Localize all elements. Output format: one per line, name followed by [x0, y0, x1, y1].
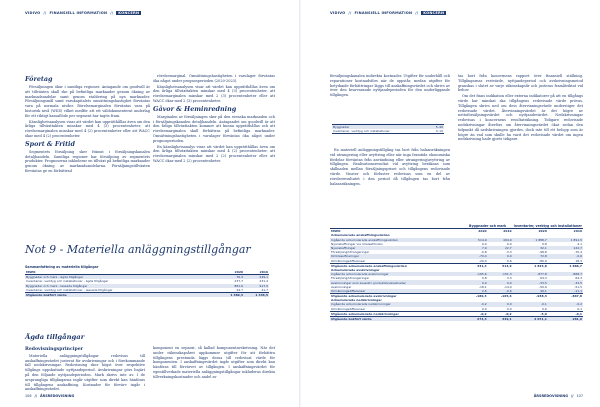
paragraph: En känslighetsanalys visar att värdet kan upprätthållas även om den årliga tillväxttakten minskar med 4 (2) procentenheter, att rörelsemarginalen minskar med 2 (2) procentenheter eller att WACC ökar med 2 (2) procentenheter.	[153, 144, 275, 163]
row-value: -80,9	[539, 258, 547, 263]
asset-movement-table	[330, 224, 583, 321]
header-brand: VIDIVO	[330, 11, 346, 15]
row-value: 0,6	[542, 306, 547, 311]
row-label: Utgående bokfört värde	[25, 292, 219, 297]
row-value: 3,3	[506, 276, 512, 281]
right-column-2	[458, 74, 583, 143]
summary-header-label: MSEK	[26, 270, 36, 275]
row-value: 1 888,7	[513, 238, 548, 242]
table-row-total	[25, 292, 269, 297]
row-value: 3–10	[435, 129, 443, 134]
row-value: 494,9	[488, 238, 513, 242]
row-value: -11,1	[548, 289, 583, 294]
row-value: 1 436,5	[244, 292, 269, 297]
row-label: Utgående ackumulerade nedskrivningar	[330, 311, 463, 316]
row-label: Omklassificeringar	[330, 254, 463, 258]
row-value: 231,4	[259, 279, 268, 284]
row-value: -3,3	[505, 250, 512, 255]
lower-column-1	[25, 346, 145, 392]
year-header: 2020	[463, 229, 488, 234]
row-value: 44,7	[236, 287, 243, 292]
paragraph: En materiell anläggningstillgång tas bort från balansräkningen vid utrangering eller avyttring eller när inga framtida ekonomiska fördelar förväntas från användning eller utrangering/avyttring av tillgången. Realisationsresultat vid avyttring beräknas som skillnaden mellan försäljningspriset och tillgångens redovisade värde. Vinster och förluster redovisas som en del av rörelseresultatet i den period då tillgången tas bort från balansräkningen.	[330, 148, 450, 186]
note-title: Not 9 - Materiella anläggningstillgångar	[25, 243, 251, 256]
row-label: Utgående ackumulerade avskrivningar	[330, 294, 463, 299]
row-value: 0,1	[577, 306, 582, 311]
row-value: -151,3	[488, 272, 513, 276]
right-column-1-lower	[330, 148, 450, 187]
row-value: -938,3	[513, 294, 548, 299]
row-value: -33,5	[513, 280, 548, 284]
left-footer: 106 // ÅRSREDOVISNING	[25, 394, 75, 398]
row-value: 274,3	[463, 316, 488, 321]
paragraph: rörelsemarginal. Omsättningshastigheten i varulager förväntas öka något under prognosperioden (2020-2023).	[153, 74, 275, 83]
row-label: Nyanskaffningar via rörelseförvärv	[331, 241, 383, 246]
header-tag: KONCERN	[118, 11, 140, 15]
row-value: 1 888,7	[548, 263, 583, 268]
header-brand: VIDIVO	[25, 11, 41, 15]
row-value: -50,9	[539, 284, 547, 289]
left-column-1	[25, 74, 150, 175]
row-value: 514,9	[463, 238, 488, 242]
summary-table-title: Sammanfattning av materiella tillgångar	[25, 265, 99, 269]
paragraph: komponent en separat, så kallad komponentavskrivning. När det under räkenskapsåret uppkommer utgifter för att förbättra tillgångens prestanda läggs dessa till redovisat värde för komponenten. I anskaffningsvärdet ingår utgifter som direkt kan hänföras till förvärvet av tillgången. I anskaffningsvärdet för egentillverkade materiella anläggningstillgångar inkluderas direkta tillverkningskostnader och andel av	[153, 346, 275, 379]
header-tag: KONCERN	[423, 11, 445, 15]
year-header: 2019	[548, 229, 583, 234]
row-label: Ingående ackumulerade nedskrivningar	[330, 302, 463, 306]
paragraph: Känslighetsanalysen visar att värdet kan upprätthållas även om den årliga tillväxttakten minskar med 4 (3) procentenheter, att rörelsemarginalen minskar med 2 (3) procentenheter eller att WACC ökar med 2 (3) procentenheter.	[153, 84, 275, 103]
group-header-equipment: Inventarier, verktyg och installationer	[513, 224, 582, 229]
heading-sport-fritid: Sport & Fritid	[25, 139, 75, 148]
header-section: FINANSIELL INFORMATION	[49, 11, 108, 15]
row-label: Byggnader	[332, 125, 419, 130]
year-header: 2020	[513, 229, 548, 234]
row-value: -0,6	[488, 289, 513, 294]
row-value: -877,8	[513, 272, 548, 276]
row-label: Inventarier, verktyg och installationer - ägda tillgångar	[26, 279, 109, 284]
row-label: Avskrivningar som avsedd i produktionskostnader	[330, 280, 463, 284]
row-label: Ackumulerade avskrivningar	[331, 267, 380, 272]
row-value: -180,3	[463, 294, 488, 299]
row-value: 0,8	[481, 276, 487, 281]
row-value: 431,4	[463, 263, 488, 268]
row-label: Försäljning/Utrangeringar	[331, 276, 370, 281]
row-value: 249,1	[244, 275, 269, 280]
row-value: 917,0	[244, 284, 269, 288]
row-label: Byggnader och mark - leasade tillgångar	[25, 284, 219, 288]
row-value: -0,6	[548, 254, 583, 258]
row-value: -33,5	[548, 280, 583, 284]
row-value: 1 891,5	[548, 238, 583, 242]
right-page-header: VIDIVO // FINANSIELL INFORMATION // KONCERN	[330, 11, 445, 15]
row-value: 237,7	[234, 279, 243, 284]
heading-foretag: Företag	[25, 75, 53, 83]
row-value: 0,0	[506, 241, 512, 246]
row-value: -14,0	[503, 284, 512, 289]
left-page-header: VIDIVO // FINANSIELL INFORMATION // KONCERN	[25, 11, 140, 15]
row-label: Ackumulerade anskaffningsvärden	[331, 233, 390, 238]
row-value: 2,6	[463, 289, 488, 294]
row-value: -0,1	[513, 302, 548, 306]
paragraph: Marginalen av försäljningen sker på den svenska marknaden och i försäljningskanalen detaljhandeln. Antagandet om goodwill är att den årliga tillväxttakten kommer att kunna upprätthållas och att rörelsemarginalen skall förbättras på befintliga marknader. Omsättningshastigheten i varulager förväntas öka något under prognosperioden.	[153, 114, 275, 143]
row-label: Ackumulerade nedskrivningar	[331, 298, 382, 303]
left-column-2	[153, 74, 275, 165]
right-column-1	[330, 74, 450, 99]
group-header-buildings: Byggnader och mark	[469, 224, 507, 229]
row-value: 0,0	[488, 254, 513, 258]
table-row	[332, 129, 444, 134]
unit-label: MSEK	[330, 229, 463, 234]
paragraph: tas bort från koncernens rapport över finansiell ställning. Tillgångarnas restvärde, nyttjandeperiod och avskrivningsmetod granskas i slutet av varje räkenskapsår och justeras framåtriktat vid behov.	[458, 74, 583, 93]
paragraph: Om det finns indikation eller externa indikatorer på att en tillgångs värde har minskat ska tillgångens redovisade värde prövas. Tillgången skrivs ned om dess återvinningsvärde understiger det redovisade värdet. Återvinningsvärdet är det högre av nettoförsäljningsvärdet och nyttjandevärdet. Nedskrivningar redovisas i koncernens resultaträkning. Tidigare redovisade nedskrivningar återförs om återvinningsvärdet ökat sedan den tidpunkt då nedskrivningen gjordes, dock inte till ett belopp som är högre än vad som skulle ha varit det redovisade värdet om ingen nedskrivning hade gjorts tidigare.	[458, 94, 583, 142]
heading-gavor: Gävor & Heminredning	[153, 104, 237, 113]
row-value: 5–40	[419, 125, 444, 130]
row-value: 1 815,8	[513, 263, 548, 268]
paragraph: Materiella anläggningstillgångar redovisas till anskaffningsvärdet justerat för avskrivningar och i förekommande fall nedskrivningar. Redovisning sker högst över respektive tillgångs uppskattade nyttjandeperiod. Avskrivningar görs linjärt på den följande nyttjandeperioden. Mark skrivs inte av. I de ursprungliga tillgångarna ingår utgifter som direkt kan hänföras till tillgångens anskaffning. Kostnader för förvärv ingår i anskaffningsvärdet.	[25, 353, 145, 392]
year-header: 2019	[488, 229, 513, 234]
useful-life-table	[332, 124, 444, 134]
row-value: -70,4	[463, 254, 488, 258]
header-section: FINANSIELL INFORMATION	[354, 11, 413, 15]
row-label: Inventarier, verktyg och installationer	[333, 129, 390, 134]
row-value: 18,3	[575, 258, 582, 263]
row-label: Byggnader och mark - ägda tillgångar	[25, 275, 219, 280]
subtitle-agda: Ägda tillgångar	[25, 333, 85, 341]
row-value: 0,0	[481, 241, 487, 246]
row-value: -867,8	[548, 294, 583, 299]
row-label: Omräkningsdifferenser	[330, 289, 463, 294]
page-gutter	[299, 0, 301, 407]
row-value: 72,8	[513, 254, 548, 258]
row-value: -0,8	[480, 250, 487, 255]
row-value: 0,8	[542, 241, 547, 246]
summary-header-2019: 2019	[259, 270, 268, 275]
row-value: 281,9	[548, 316, 583, 321]
row-value: 0,0	[481, 306, 487, 311]
right-footer: ÅRSREDOVISNING // 107	[533, 394, 583, 398]
row-value: -868,7	[548, 272, 583, 276]
row-value: -70,4	[574, 250, 582, 255]
row-label: Omräkningsdifferenser	[331, 258, 366, 263]
summary-table	[25, 265, 269, 297]
row-value: 0,0	[488, 302, 513, 306]
row-value: 64,3	[540, 276, 547, 281]
row-value: -20,4	[478, 258, 487, 263]
row-label: Ingående ackumulerade anskaffningsvärden	[330, 238, 463, 242]
row-value: -165,6	[488, 294, 513, 299]
row-value: -51,5	[574, 284, 582, 289]
row-label: Utgående bokfört värde	[330, 316, 463, 321]
paragraph: Segmentets försäljning sker främst i försäljningskanalen detaljhandeln. Samtliga regioner har försäljning av segmentets produkter. Prognoserna inkluderar en tillväxt på befintliga marknader genom ökning av marknadsandelarna. Försäljningstillväxten förväntas ge en förbättrad	[25, 149, 150, 173]
row-value: 49,1	[513, 289, 548, 294]
row-label: Utgående ackumulerade anskaffningsvärden	[330, 263, 463, 268]
row-value: 76,3	[219, 275, 244, 280]
row-value: 0,0	[488, 280, 513, 284]
row-value: -0,2	[463, 302, 488, 306]
row-value: 0,6	[506, 258, 512, 263]
row-label: Omräkningsdifferenser	[331, 306, 366, 311]
row-value: -0,1	[548, 311, 583, 316]
page-number: 107	[576, 394, 583, 398]
row-value: -5,0	[513, 311, 548, 316]
heading-redovisningsprinciper: Redovisningsprinciper	[25, 347, 84, 352]
footer-brand: ÅRSREDOVISNING	[533, 394, 569, 398]
paragraph: Försäljningen ökar i samtliga regioner. Antagande om goodwill är att tillväxten skall ske på befintliga marknader genom ökning av marknadsandelar samt genom etablering på nya marknader. Försäljningsmål samt varukapitalets omsättningshastighet förväntas vara på normala nivåer. Rörelsemarginalen förväntas vara på historisk nivå (WIIS) vilket medför att ett väldokumenterat underlag för ett riktigt kassaflöde per segment har tagits fram.	[25, 85, 150, 118]
row-label: Nyanskaffningar	[330, 246, 463, 250]
row-label: Ingående ackumulerade avskrivningar	[330, 272, 463, 276]
row-value: 7,9	[463, 246, 488, 250]
row-value: 514,9	[488, 263, 513, 268]
summary-header-2020: 2020	[234, 270, 243, 275]
row-value: -165,6	[463, 272, 488, 276]
row-value: 22,7	[488, 246, 513, 250]
page-number: 106	[25, 394, 32, 398]
footer-brand: ÅRSREDOVISNING	[39, 394, 75, 398]
row-value: 349,1	[488, 316, 513, 321]
row-value: -0,2	[548, 302, 583, 306]
row-value: -0,2	[488, 311, 513, 316]
row-value: -98,8	[539, 250, 547, 255]
row-value: 32,1	[513, 246, 548, 250]
row-label: Inventarier, verktyg och installationer - leasade tillgångar	[26, 287, 113, 292]
paragraph: försäljningskanalen indirekta kostnader. Utgifter för underhåll och reparationer kostnadsförs när de uppstår, medan utgifter för betydande förbättringar läggs till anskaffningsvärdet och skrivs av över den kvarvarande nyttjandeperioden för den underliggande tillgången.	[330, 74, 450, 98]
row-value: 41,7	[261, 287, 268, 292]
row-value: 1 389,3	[219, 292, 244, 297]
row-value: 881,6	[219, 284, 244, 288]
row-value: 0,0	[506, 306, 512, 311]
paragraph: Känslighetsanalysen visar att värdet kan upprätthållas även om den årliga tillväxttakten minskar med 4 (3) procentenheter, att rörelsemarginalen minskar med 4 (2) procentenheter eller att WACC ökar med 4 (2) procentenheter.	[25, 119, 150, 138]
row-value: 64,3	[575, 276, 582, 281]
row-value: 4,1	[577, 241, 582, 246]
row-value: 0,0	[463, 280, 488, 284]
table-row	[330, 316, 583, 321]
row-value: 122,7	[548, 246, 583, 250]
row-value: 2 071,1	[513, 316, 548, 321]
row-label: Försäljning/Utrangeringar	[331, 250, 370, 255]
row-value: -18,1	[478, 284, 487, 289]
lower-column-2	[153, 346, 275, 381]
row-label: Avskrivningar	[331, 284, 352, 289]
row-value: -0,2	[463, 311, 488, 316]
